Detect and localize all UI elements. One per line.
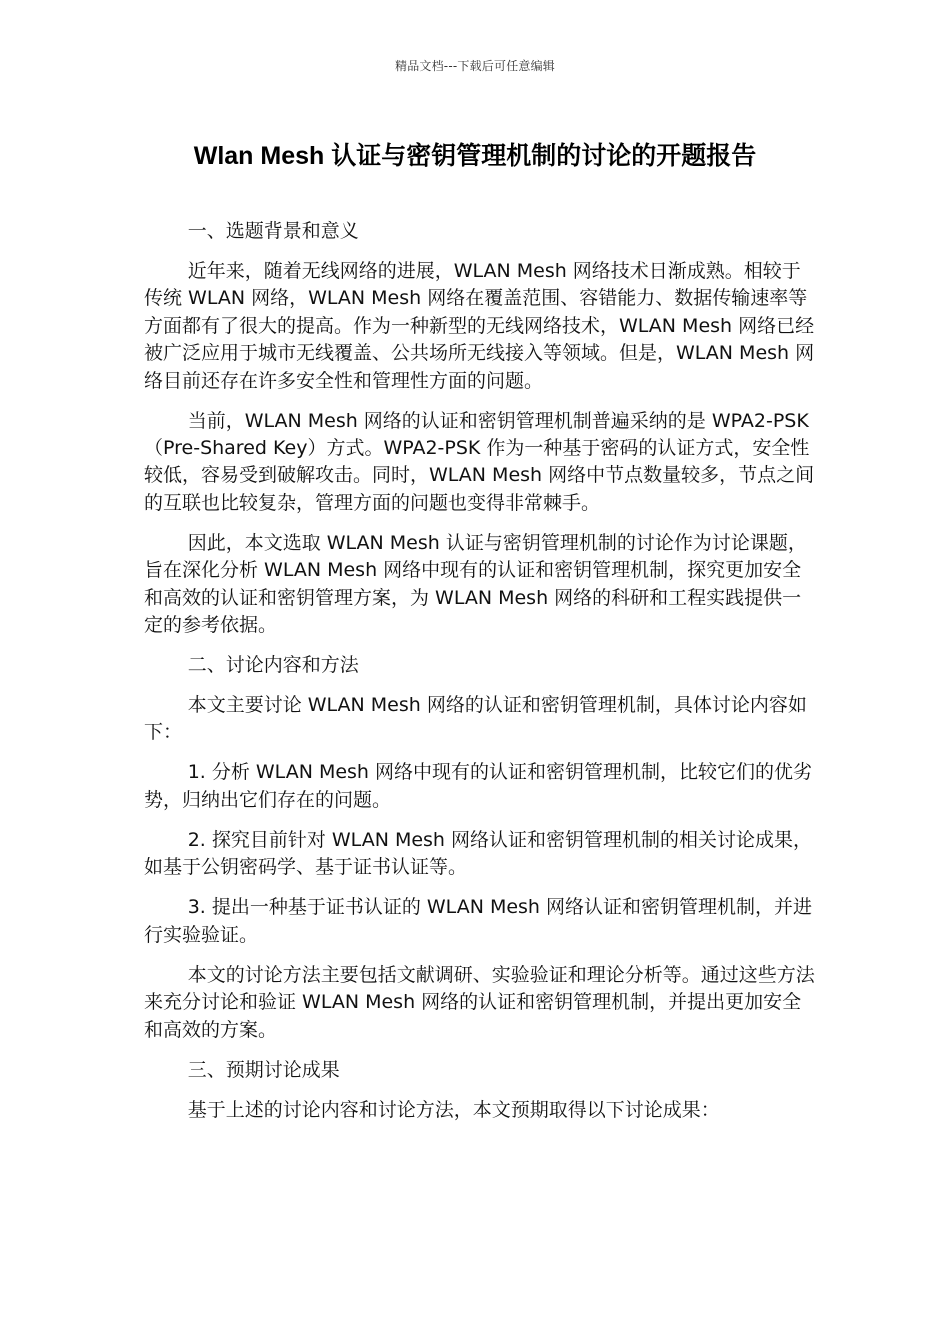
list-item: 2. 探究目前针对 WLAN Mesh 网络认证和密钥管理机制的相关讨论成果，如基于公钥密码学、基于证书认证等。 (144, 828, 813, 879)
section-heading: 三、预期讨论成果 (187, 1058, 340, 1081)
document-body (144, 218, 816, 1137)
section-heading: 二、讨论内容和方法 (187, 654, 359, 677)
list-item: 3. 提出一种基于证书认证的 WLAN Mesh 网络认证和密钥管理机制，并进行实验验证。 (144, 896, 813, 946)
paragraph: 因此，本文选取 WLAN Mesh 认证与密钥管理机制的讨论作为讨论课题，旨在深化分析 WLAN Mesh 网络中现有的认证和密钥管理机制，探究更加安全和高效的认证和密钥管理方案，为 WLAN Mesh 网络的科研和工程实践提供一定的参考依据。 (144, 531, 807, 637)
list-item: 1. 分析 WLAN Mesh 网络中现有的认证和密钥管理机制，比较它们的优劣势，归纳出它们存在的问题。 (144, 761, 813, 811)
paragraph: 基于上述的讨论内容和讨论方法，本文预期取得以下讨论成果： (187, 1098, 720, 1121)
section-heading: 一、选题背景和意义 (187, 220, 359, 242)
paragraph: 当前，WLAN Mesh 网络的认证和密钥管理机制普遍采纳的是 WPA2-PSK（Pre-Shared Key）方式。WPA2-PSK 作为一种基于密码的认证方式，安全性较低，容易受到破解攻击。同时，WLAN Mesh 网络中节点数量较多，节点之间的互联也比较复杂，管理方面的问题也变得非常棘手。 (144, 409, 815, 514)
paragraph: 本文主要讨论 WLAN Mesh 网络的认证和密钥管理机制，具体讨论内容如下： (144, 694, 807, 744)
document-title: Wlan Mesh 认证与密钥管理机制的讨论的开题报告 (193, 142, 757, 170)
paragraph: 本文的讨论方法主要包括文献调研、实验验证和理论分析等。通过这些方法来充分讨论和验证 WLAN Mesh 网络的认证和密钥管理机制，并提出更加安全和高效的方案。 (144, 963, 815, 1041)
header-watermark: 精品文档---下载后可任意编辑 (395, 59, 555, 73)
paragraph: 近年来，随着无线网络的进展，WLAN Mesh 网络技术日渐成熟。相较于传统 WLAN 网络，WLAN Mesh 网络在覆盖范围、容错能力、数据传输速率等方面都有了很大的提高。作为一种新型的无线网络技术，WLAN Mesh 网络已经被广泛应用于城市无线覆盖、公共场所无线接入等领域。但是，WLAN Mesh 网络目前还存在许多安全性和管理性方面的问题。 (144, 260, 815, 392)
